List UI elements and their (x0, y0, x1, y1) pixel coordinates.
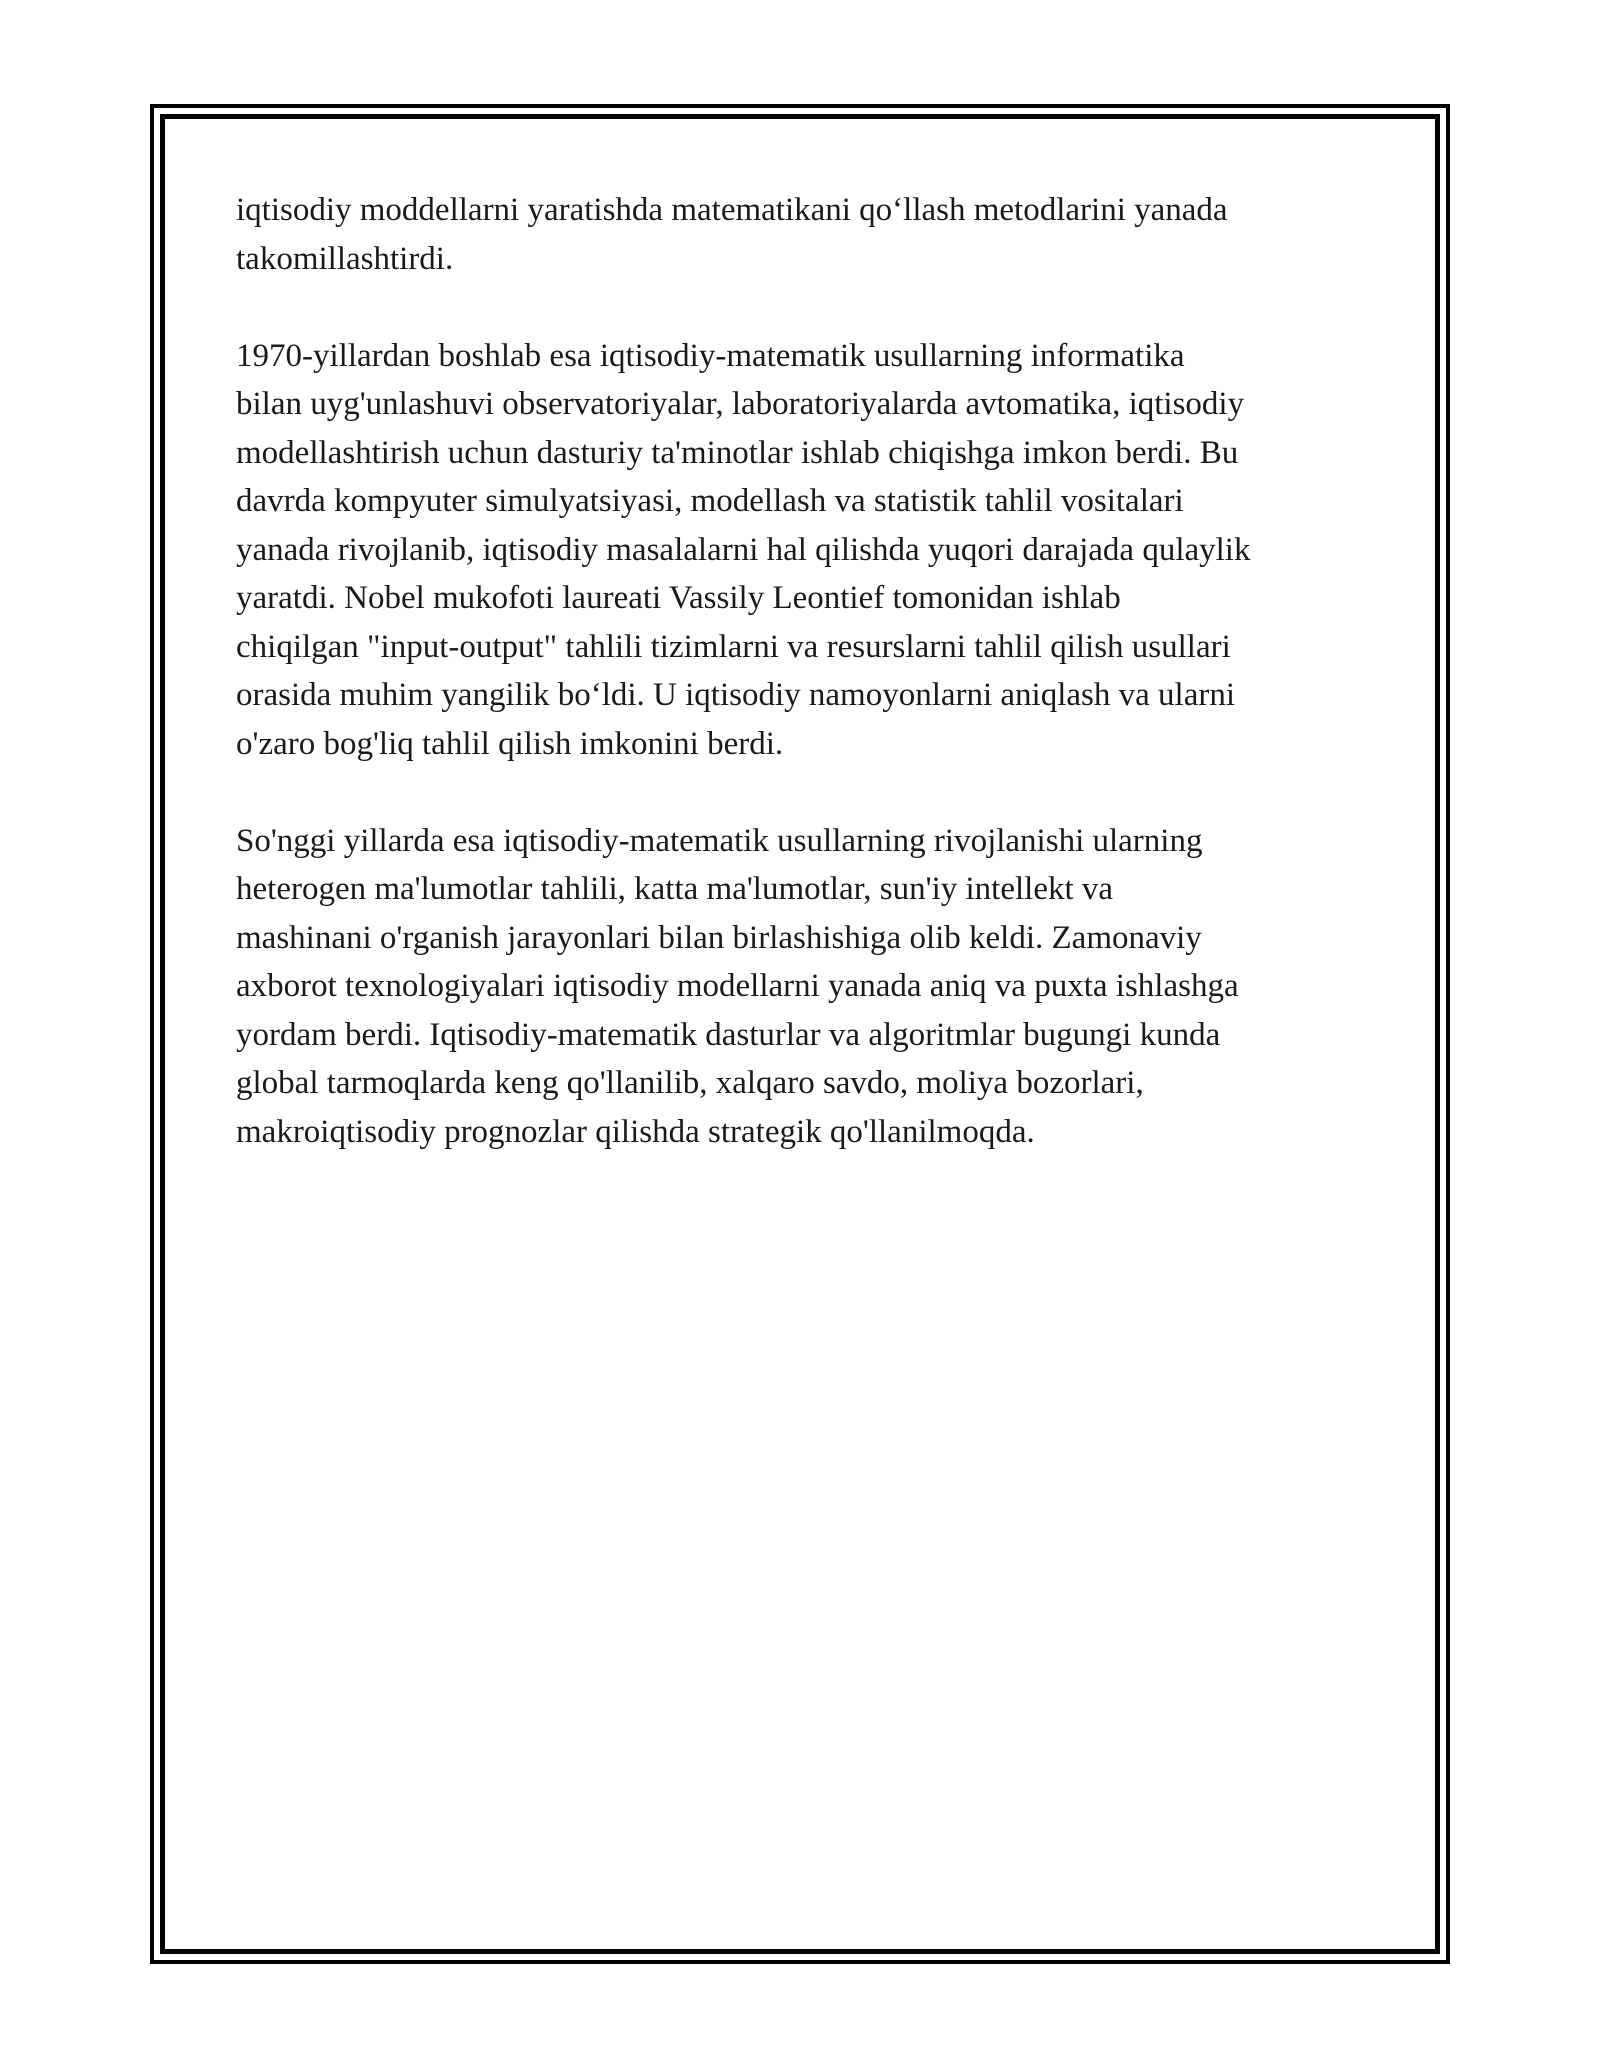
text-line: modellashtirish uchun dasturiy ta'minotlar ishlab chiqishga imkon berdi. Bu (236, 434, 1239, 471)
text-line: yanada rivojlanib, iqtisodiy masalalarni hal qilishda yuqori darajada qulaylik (236, 531, 1251, 568)
text-line: davrda kompyuter simulyatsiyasi, modellash va statistik tahlil vositalari (236, 483, 1184, 519)
text-line: axborot texnologiyalari iqtisodiy modellarni yanada aniq va puxta ishlashga (236, 968, 1239, 1004)
text-line: bilan uyg'unlashuvi observatoriyalar, laboratoriyalarda avtomatika, iqtisodiy (236, 386, 1245, 422)
text-line: chiqilgan "input-output" tahlili tizimlarni va resurslarni tahlil qilish usullari (236, 628, 1231, 665)
text-line: heterogen ma'lumotlar tahlili, katta ma'lumotlar, sun'iy intellekt va (236, 871, 1114, 907)
text-line: o'zaro bog'liq tahlil qilish imkonini berdi. (236, 725, 784, 762)
text-line: So'nggi yillarda esa iqtisodiy-matematik usullarning rivojlanishi ularning (236, 822, 1203, 859)
text-line: takomillashtirdi. (236, 240, 454, 277)
paragraph-1 (236, 186, 1376, 283)
text-line: makroiqtisodiy prognozlar qilishda strategik qo'llanilmoqda. (236, 1113, 1035, 1150)
text-line: mashinani o'rganish jarayonlari bilan birlashishiga olib keldi. Zamonaviy (236, 919, 1202, 956)
document-body (236, 186, 1376, 1205)
text-line: yordam berdi. Iqtisodiy-matematik dasturlar va algoritmlar bugungi kunda (236, 1016, 1221, 1053)
paragraph-2 (236, 332, 1376, 769)
text-line: iqtisodiy moddellarni yaratishda matematikani qo‘llash metodlarini yanada (236, 192, 1228, 228)
text-line: orasida muhim yangilik bo‘ldi. U iqtisodiy namoyonlarni aniqlash va ularni (236, 677, 1236, 713)
text-line: global tarmoqlarda keng qo'llanilib, xalqaro savdo, moliya bozorlari, (236, 1065, 1144, 1101)
text-line: yaratdi. Nobel mukofoti laureati Vassily Leontief tomonidan ishlab (236, 580, 1121, 616)
text-line: 1970-yillardan boshlab esa iqtisodiy-matematik usullarning informatika (236, 337, 1185, 374)
paragraph-3 (236, 817, 1376, 1157)
